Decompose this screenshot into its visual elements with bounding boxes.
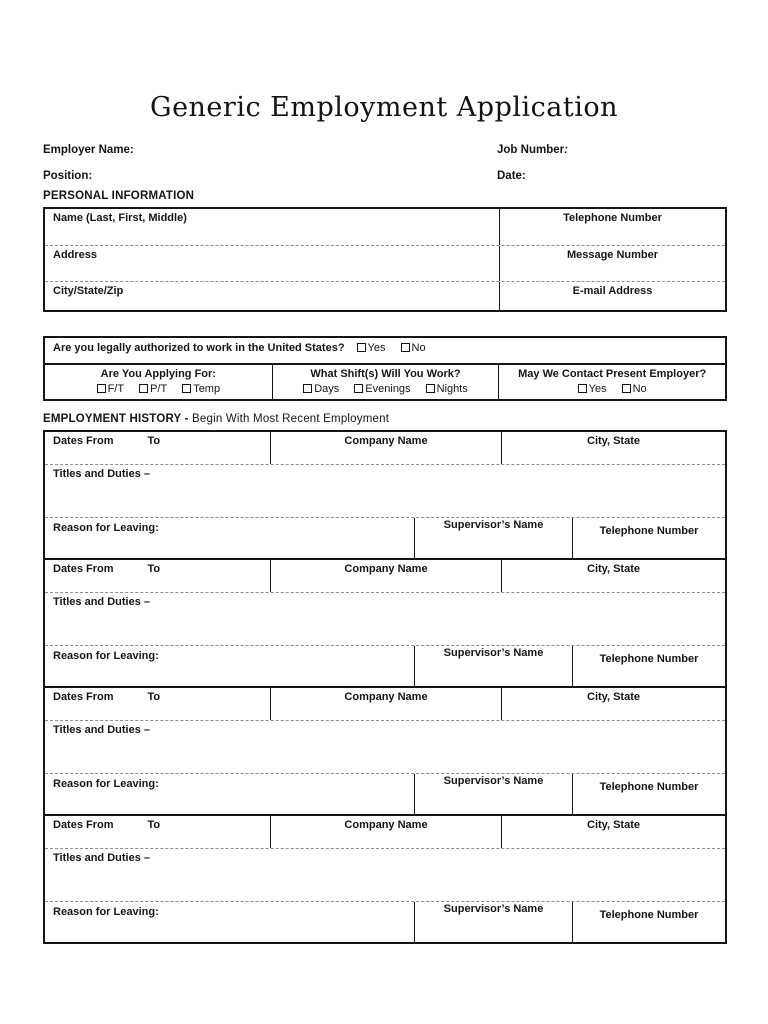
employment-reason-row: [45, 774, 725, 814]
city-state-field-cell[interactable]: [501, 560, 725, 592]
pt-checkbox-icon[interactable]: [139, 384, 148, 393]
authorized-no-option: [401, 342, 426, 354]
name-label: Name (Last, First, Middle): [53, 212, 187, 224]
contact-employer-header: May We Contact Present Employer?: [518, 368, 707, 380]
pt-label: P/T: [150, 383, 168, 395]
temp-checkbox-icon[interactable]: [182, 384, 191, 393]
titles-duties-field-cell[interactable]: [45, 593, 725, 646]
titles-duties-label: Titles and Duties –: [53, 852, 150, 864]
titles-duties-field-cell[interactable]: [45, 465, 725, 518]
employment-reason-row: [45, 518, 725, 558]
eligibility-columns-row: [45, 363, 725, 399]
city-state-field-cell[interactable]: [501, 432, 725, 464]
job-number-text: Job Number: [497, 144, 565, 156]
employment-history-table: [43, 430, 727, 944]
supervisor-telephone-field-cell[interactable]: [572, 646, 725, 686]
employment-block: [45, 814, 725, 942]
contact-employer-options: [499, 383, 725, 395]
evenings-option: [354, 383, 410, 395]
company-name-label: Company Name: [344, 691, 428, 703]
titles-duties-label: Titles and Duties –: [53, 724, 150, 736]
supervisor-name-label: Supervisor’s Name: [443, 519, 544, 531]
supervisor-name-label: Supervisor’s Name: [443, 903, 544, 915]
city-state-label: City, State: [587, 435, 640, 447]
supervisor-field-cell[interactable]: [414, 646, 572, 686]
supervisor-telephone-label: Telephone Number: [599, 525, 699, 537]
supervisor-field-cell[interactable]: [414, 518, 572, 558]
contact-yes-label: Yes: [588, 383, 607, 395]
contact-yes-checkbox-icon[interactable]: [578, 384, 587, 393]
supervisor-field-cell[interactable]: [414, 774, 572, 814]
shifts-options: [273, 383, 499, 395]
personal-row-address: [45, 245, 725, 281]
supervisor-telephone-field-cell[interactable]: [572, 774, 725, 814]
employment-block: [45, 432, 725, 558]
work-authorization-row: [45, 338, 725, 363]
personal-row-city: [45, 281, 725, 310]
position-label: Position:: [43, 170, 93, 182]
job-number-label: [497, 144, 568, 156]
ft-label: F/T: [107, 383, 125, 395]
days-checkbox-icon[interactable]: [303, 384, 312, 393]
dates-field-cell[interactable]: [45, 816, 270, 848]
work-authorization-question: Are you legally authorized to work in the United States?: [53, 342, 345, 354]
telephone-number-label: Telephone Number: [563, 212, 662, 224]
applying-for-options: [45, 383, 272, 395]
authorized-yes-checkbox-icon[interactable]: [357, 343, 366, 352]
dates-to-label: To: [147, 435, 161, 447]
employment-history-heading-note: Begin With Most Recent Employment: [192, 413, 390, 425]
employment-dates-row: [45, 688, 725, 721]
employment-dates-row: [45, 432, 725, 465]
personal-information-heading: PERSONAL INFORMATION: [43, 190, 195, 202]
city-state-label: City, State: [587, 819, 640, 831]
employer-name-label: Employer Name:: [43, 144, 134, 156]
employment-block: [45, 558, 725, 686]
email-address-label: E-mail Address: [572, 285, 653, 297]
supervisor-telephone-label: Telephone Number: [599, 653, 699, 665]
employment-block: [45, 686, 725, 814]
dates-to-label: To: [147, 819, 161, 831]
dates-to-label: To: [147, 563, 161, 575]
supervisor-telephone-field-cell[interactable]: [572, 902, 725, 942]
personal-row-name: [45, 209, 725, 245]
employment-dates-row: [45, 816, 725, 849]
contact-no-label: No: [632, 383, 647, 395]
company-name-field-cell[interactable]: [270, 560, 501, 592]
applying-for-column: [45, 365, 272, 399]
days-option: [303, 383, 339, 395]
evenings-label: Evenings: [365, 383, 411, 395]
reason-leaving-label: Reason for Leaving:: [53, 778, 159, 790]
supervisor-telephone-label: Telephone Number: [599, 909, 699, 921]
company-name-label: Company Name: [344, 563, 428, 575]
reason-leaving-field-cell[interactable]: [45, 774, 414, 814]
city-state-label: City, State: [587, 563, 640, 575]
nights-option: [426, 383, 468, 395]
contact-no-option: [622, 383, 647, 395]
contact-no-checkbox-icon[interactable]: [622, 384, 631, 393]
authorized-no-label: No: [411, 342, 426, 354]
employment-history-heading-bold: EMPLOYMENT HISTORY -: [43, 413, 193, 425]
company-name-field-cell[interactable]: [270, 432, 501, 464]
employment-dates-row: [45, 560, 725, 593]
supervisor-name-label: Supervisor’s Name: [443, 647, 544, 659]
nights-label: Nights: [436, 383, 468, 395]
company-name-label: Company Name: [344, 435, 428, 447]
city-state-field-cell[interactable]: [501, 816, 725, 848]
employment-history-heading: [43, 413, 389, 425]
personal-info-table: [43, 207, 727, 312]
titles-duties-field-cell[interactable]: [45, 721, 725, 774]
reason-leaving-label: Reason for Leaving:: [53, 522, 159, 534]
dates-to-label: To: [147, 691, 161, 703]
pt-option: [139, 383, 167, 395]
employment-reason-row: [45, 646, 725, 686]
company-name-field-cell[interactable]: [270, 816, 501, 848]
city-state-zip-field-cell[interactable]: [45, 282, 499, 310]
dates-field-cell[interactable]: [45, 560, 270, 592]
contact-yes-option: [578, 383, 607, 395]
supervisor-telephone-field-cell[interactable]: [572, 518, 725, 558]
contact-employer-column: [498, 365, 725, 399]
nights-checkbox-icon[interactable]: [426, 384, 435, 393]
company-name-label: Company Name: [344, 819, 428, 831]
evenings-checkbox-icon[interactable]: [354, 384, 363, 393]
dates-field-cell[interactable]: [45, 688, 270, 720]
days-label: Days: [314, 383, 340, 395]
job-number-colon: :: [564, 144, 568, 156]
address-field-cell[interactable]: [45, 246, 499, 281]
city-state-label: City, State: [587, 691, 640, 703]
shifts-column: [272, 365, 499, 399]
authorized-no-checkbox-icon[interactable]: [401, 343, 410, 352]
city-state-zip-label: City/State/Zip: [53, 285, 124, 297]
message-number-label: Message Number: [566, 249, 659, 261]
dates-field-cell[interactable]: [45, 432, 270, 464]
address-label: Address: [53, 249, 98, 261]
reason-leaving-label: Reason for Leaving:: [53, 650, 159, 662]
titles-duties-field-cell[interactable]: [45, 849, 725, 902]
titles-duties-label: Titles and Duties –: [53, 596, 150, 608]
supervisor-telephone-label: Telephone Number: [599, 781, 699, 793]
dates-from-label: Dates From: [53, 819, 114, 831]
employment-reason-row: [45, 902, 725, 942]
reason-leaving-field-cell[interactable]: [45, 902, 414, 942]
email-field-cell[interactable]: [499, 282, 725, 310]
supervisor-name-label: Supervisor’s Name: [443, 775, 544, 787]
dates-from-label: Dates From: [53, 563, 114, 575]
message-number-field-cell[interactable]: [499, 246, 725, 281]
company-name-field-cell[interactable]: [270, 688, 501, 720]
temp-label: Temp: [193, 383, 221, 395]
dates-from-label: Dates From: [53, 435, 114, 447]
reason-leaving-field-cell[interactable]: [45, 518, 414, 558]
eligibility-table: [43, 336, 727, 401]
name-field-cell[interactable]: [45, 209, 499, 245]
date-label: Date:: [497, 170, 526, 182]
city-state-field-cell[interactable]: [501, 688, 725, 720]
supervisor-field-cell[interactable]: [414, 902, 572, 942]
ft-checkbox-icon[interactable]: [97, 384, 106, 393]
titles-duties-label: Titles and Duties –: [53, 468, 150, 480]
temp-option: [182, 383, 220, 395]
ft-option: [97, 383, 125, 395]
applying-for-header: Are You Applying For:: [100, 368, 216, 380]
shifts-header: What Shift(s) Will You Work?: [310, 368, 461, 380]
dates-from-label: Dates From: [53, 691, 114, 703]
authorized-yes-option: [357, 342, 386, 354]
reason-leaving-field-cell[interactable]: [45, 646, 414, 686]
page-title: Generic Employment Application: [150, 92, 618, 123]
reason-leaving-label: Reason for Leaving:: [53, 906, 159, 918]
telephone-field-cell[interactable]: [499, 209, 725, 245]
authorized-yes-label: Yes: [367, 342, 386, 354]
